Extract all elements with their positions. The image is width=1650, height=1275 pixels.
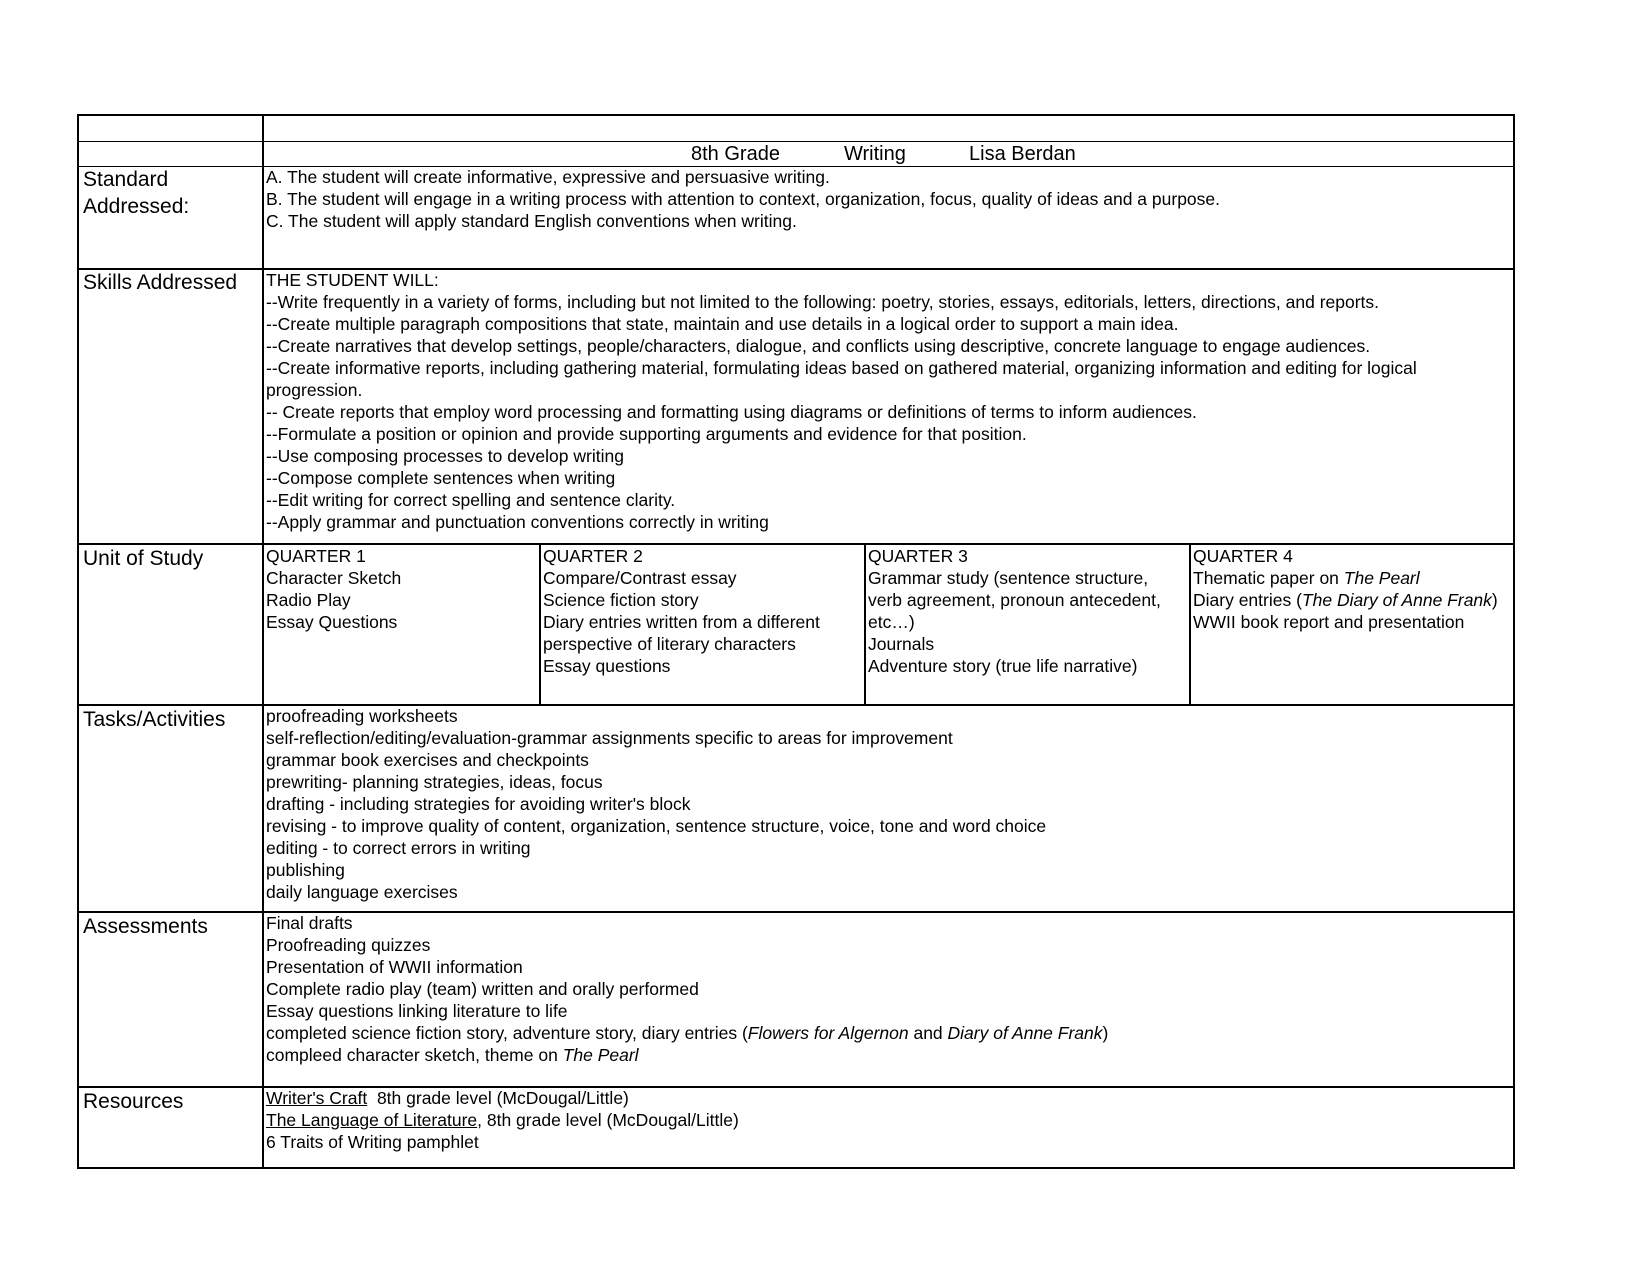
resource-item (266, 1087, 739, 1109)
skill-item: --Create multiple paragraph compositions that state, maintain and use details in a logical order to support a main idea. (266, 314, 1179, 334)
standard-label-line2: Addressed: (83, 195, 190, 218)
header-grade: 8th Grade (691, 143, 780, 165)
book-title: Diary of Anne Frank (947, 1023, 1103, 1043)
unit-item: Journals (868, 634, 935, 654)
skill-item: --Create informative reports, including gathering material, formulating ideas based on gathered material, organizing information and editing for logical (266, 358, 1417, 378)
assessment-item (266, 1044, 1108, 1066)
unit-item-text: Diary entries ( (1193, 590, 1302, 610)
resource-text: , 8th grade level (McDougal/Little) (477, 1110, 739, 1130)
standard-label (83, 166, 189, 220)
task-item: proofreading worksheets (266, 706, 458, 726)
skill-item: -- Create reports that employ word processing and formatting using diagrams or definitions of terms to inform audiences. (266, 402, 1197, 422)
quarter-1 (266, 545, 401, 633)
resource-title: Writer's Craft (266, 1088, 368, 1108)
tasks-content (266, 705, 1046, 903)
quarter-4-title: QUARTER 4 (1193, 546, 1293, 566)
assessments-label: Assessments (83, 915, 208, 938)
quarter-4 (1193, 545, 1498, 633)
resource-text: 8th grade level (McDougal/Little) (367, 1088, 629, 1108)
task-item: prewriting- planning strategies, ideas, focus (266, 772, 603, 792)
assessment-text: completed science fiction story, adventure story, diary entries ( (266, 1023, 748, 1043)
unit-item: Essay Questions (266, 612, 398, 632)
book-title: The Pearl (562, 1045, 639, 1065)
curriculum-table (77, 114, 1515, 1169)
standard-item: C. The student will apply standard English conventions when writing. (266, 211, 797, 231)
task-item: drafting - including strategies for avoiding writer's block (266, 794, 691, 814)
quarter-2 (543, 545, 820, 677)
unit-item: Science fiction story (543, 590, 699, 610)
task-item: revising - to improve quality of content, organization, sentence structure, voice, tone and word choice (266, 816, 1047, 836)
book-title: The Pearl (1343, 568, 1420, 588)
skill-item: --Create narratives that develop settings, people/characters, dialogue, and conflicts using descriptive, concrete language to engage audiences. (266, 336, 1371, 356)
skill-item: --Edit writing for correct spelling and sentence clarity. (266, 490, 676, 510)
unit-item: Grammar study (sentence structure, (868, 568, 1149, 588)
skills-heading: THE STUDENT WILL: (266, 270, 439, 290)
standard-item: B. The student will engage in a writing process with attention to context, organization, focus, quality of ideas and a purpose. (266, 189, 1220, 209)
assessment-item: Essay questions linking literature to life (266, 1001, 568, 1021)
standard-item: A. The student will create informative, expressive and persuasive writing. (266, 167, 830, 187)
header-teacher: Lisa Berdan (969, 143, 1076, 165)
task-item: publishing (266, 860, 345, 880)
skill-item: progression. (266, 380, 363, 400)
standard-content (266, 166, 1220, 232)
task-item: daily language exercises (266, 882, 458, 902)
unit-item: Radio Play (266, 590, 351, 610)
assessments-content (266, 912, 1108, 1066)
resources-label: Resources (83, 1090, 184, 1113)
assessment-item: Complete radio play (team) written and orally performed (266, 979, 699, 999)
skill-item: --Apply grammar and punctuation conventions correctly in writing (266, 512, 769, 532)
quarter-divider (539, 543, 541, 705)
unit-item: etc…) (868, 612, 915, 632)
resources-content (266, 1087, 739, 1153)
task-item: editing - to correct errors in writing (266, 838, 531, 858)
unit-item: verb agreement, pronoun antecedent, (868, 590, 1161, 610)
unit-item: Adventure story (true life narrative) (868, 656, 1138, 676)
label-column-divider (262, 116, 264, 1167)
assessment-item: Final drafts (266, 913, 353, 933)
book-title: The Diary of Anne Frank (1301, 590, 1492, 610)
assessment-item (266, 1022, 1108, 1044)
unit-item: WWII book report and presentation (1193, 612, 1465, 632)
unit-item: perspective of literary characters (543, 634, 796, 654)
skill-item: --Formulate a position or opinion and provide supporting arguments and evidence for that position. (266, 424, 1027, 444)
quarter-divider (1189, 543, 1191, 705)
assessment-text: ) (1102, 1023, 1109, 1043)
quarter-2-title: QUARTER 2 (543, 546, 643, 566)
unit-item: Character Sketch (266, 568, 402, 588)
row-divider (79, 141, 262, 142)
quarter-1-title: QUARTER 1 (266, 546, 366, 566)
quarter-3 (868, 545, 1161, 677)
unit-label: Unit of Study (83, 547, 204, 570)
skills-label: Skills Addressed (83, 271, 238, 294)
assessment-item: Presentation of WWII information (266, 957, 523, 977)
task-item: self-reflection/editing/evaluation-grammar assignments specific to areas for improvement (266, 728, 953, 748)
skill-item: --Use composing processes to develop writing (266, 446, 624, 466)
resource-item: 6 Traits of Writing pamphlet (266, 1132, 479, 1152)
unit-item: Diary entries written from a different (543, 612, 820, 632)
quarter-divider (864, 543, 866, 705)
book-title: Flowers for Algernon (747, 1023, 909, 1043)
unit-item-text: ) (1491, 590, 1498, 610)
resource-title: The Language of Literature (266, 1110, 478, 1130)
tasks-label: Tasks/Activities (83, 708, 226, 731)
resource-item (266, 1109, 739, 1131)
unit-item: Compare/Contrast essay (543, 568, 737, 588)
skills-content (266, 269, 1417, 533)
unit-item-text: Thematic paper on (1193, 568, 1344, 588)
assessment-item: Proofreading quizzes (266, 935, 431, 955)
unit-item (1193, 589, 1498, 611)
unit-item: Essay questions (543, 656, 671, 676)
assessment-text: compleed character sketch, theme on (266, 1045, 563, 1065)
quarter-3-title: QUARTER 3 (868, 546, 968, 566)
skill-item: --Write frequently in a variety of forms, including but not limited to the following: poetry, stories, essays, editorials, letters, directions, and reports. (266, 292, 1380, 312)
skill-item: --Compose complete sentences when writing (266, 468, 616, 488)
unit-item (1193, 567, 1498, 589)
standard-label-line1: Standard (83, 168, 169, 191)
task-item: grammar book exercises and checkpoints (266, 750, 589, 770)
assessment-text: and (908, 1023, 948, 1043)
header-subject: Writing (844, 143, 906, 165)
